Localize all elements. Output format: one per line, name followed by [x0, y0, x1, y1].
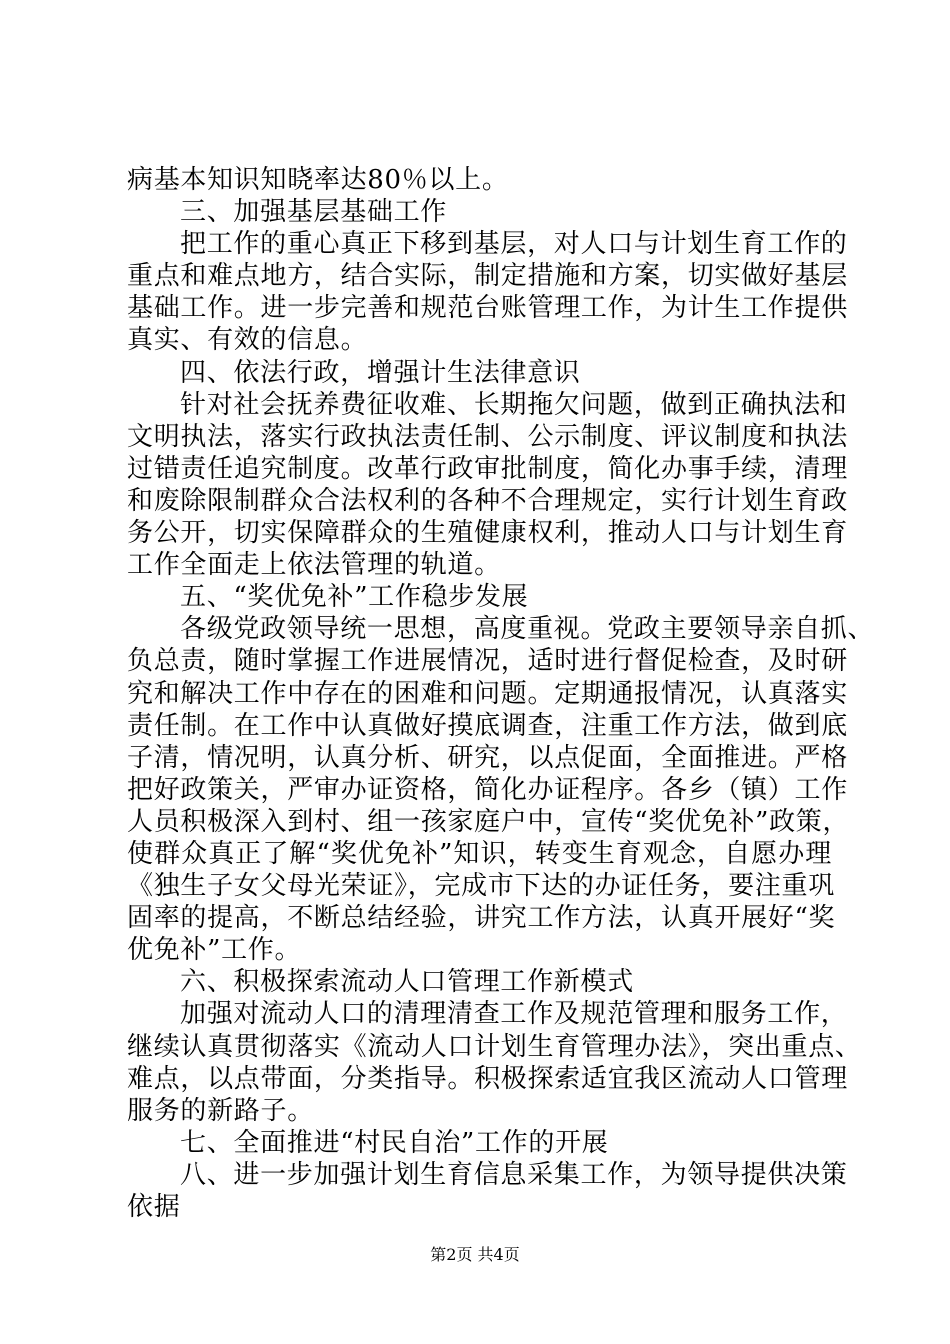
text-line: 六、积极探索流动人口管理工作新模式	[180, 967, 634, 998]
text-line: 五、“奖优免补”工作稳步发展	[180, 582, 529, 613]
text-line: 依据	[127, 1192, 181, 1222]
text-line: 责任制。在工作中认真做好摸底调查，注重工作方法，做到底	[127, 710, 848, 741]
text-line: 把工作的重心真正下移到基层，对人口与计划生育工作的	[180, 229, 848, 260]
text-line: 固率的提高，不断总结经验，讲究工作方法，认真开展好“奖	[127, 903, 836, 934]
text-line: 七、全面推进“村民自治”工作的开展	[180, 1127, 609, 1158]
text-line: 工作全面走上依法管理的轨道。	[127, 550, 501, 581]
text-line: 三、加强基层基础工作	[180, 197, 448, 228]
text-line: 加强对流动人口的清理清查工作及规范管理和服务工作，	[180, 999, 848, 1030]
text-line: 负总责，随时掌握工作进展情况，适时进行督促检查，及时研	[127, 646, 848, 677]
text-line: 各级党政领导统一思想，高度重视。党政主要领导亲自抓、	[180, 614, 875, 645]
text-line: 四、依法行政，增强计生法律意识	[180, 357, 581, 388]
text-line: 难点，以点带面，分类指导。积极探索适宜我区流动人口管理	[127, 1063, 848, 1094]
text-line: 真实、有效的信息。	[127, 325, 368, 356]
text-line: 过错责任追究制度。改革行政审批制度，简化办事手续，清理	[127, 453, 848, 484]
document-body	[127, 164, 875, 1223]
text-line: 使群众真正了解“奖优免补”知识，转变生育观念，自愿办理	[127, 838, 832, 869]
text-line: 服务的新路子。	[127, 1095, 314, 1126]
text-line: 文明执法，落实行政执法责任制、公示制度、评议制度和执法	[127, 421, 848, 452]
text-line: 继续认真贯彻落实《流动人口计划生育管理办法》，突出重点、	[127, 1031, 862, 1062]
page-footer: 第2页 共4页	[430, 1245, 520, 1264]
text-line: 病基本知识知晓率达80％以上。	[127, 165, 509, 195]
text-line: 把好政策关，严审办证资格，简化办证程序。各乡（镇）工作	[127, 774, 848, 805]
text-line: 优免补”工作。	[127, 935, 302, 966]
text-line: 八、进一步加强计划生育信息采集工作，为领导提供决策	[180, 1159, 848, 1190]
text-line: 《独生子女父母光荣证》，完成市下达的办证任务，要注重巩	[127, 871, 835, 902]
text-line: 重点和难点地方，结合实际，制定措施和方案，切实做好基层	[127, 261, 848, 292]
text-line: 基础工作。进一步完善和规范台账管理工作，为计生工作提供	[127, 293, 848, 324]
text-line: 究和解决工作中存在的困难和问题。定期通报情况，认真落实	[127, 678, 848, 709]
text-line: 子清，情况明，认真分析、研究，以点促面，全面推进。严格	[127, 742, 848, 773]
text-line: 人员积极深入到村、组一孩家庭户中，宣传“奖优免补”政策，	[127, 806, 850, 837]
text-line: 务公开，切实保障群众的生殖健康权利，推动人口与计划生育	[127, 518, 848, 549]
text-line: 和废除限制群众合法权利的各种不合理规定，实行计划生育政	[127, 485, 848, 516]
text-line: 针对社会抚养费征收难、长期拖欠问题，做到正确执法和	[180, 389, 848, 420]
